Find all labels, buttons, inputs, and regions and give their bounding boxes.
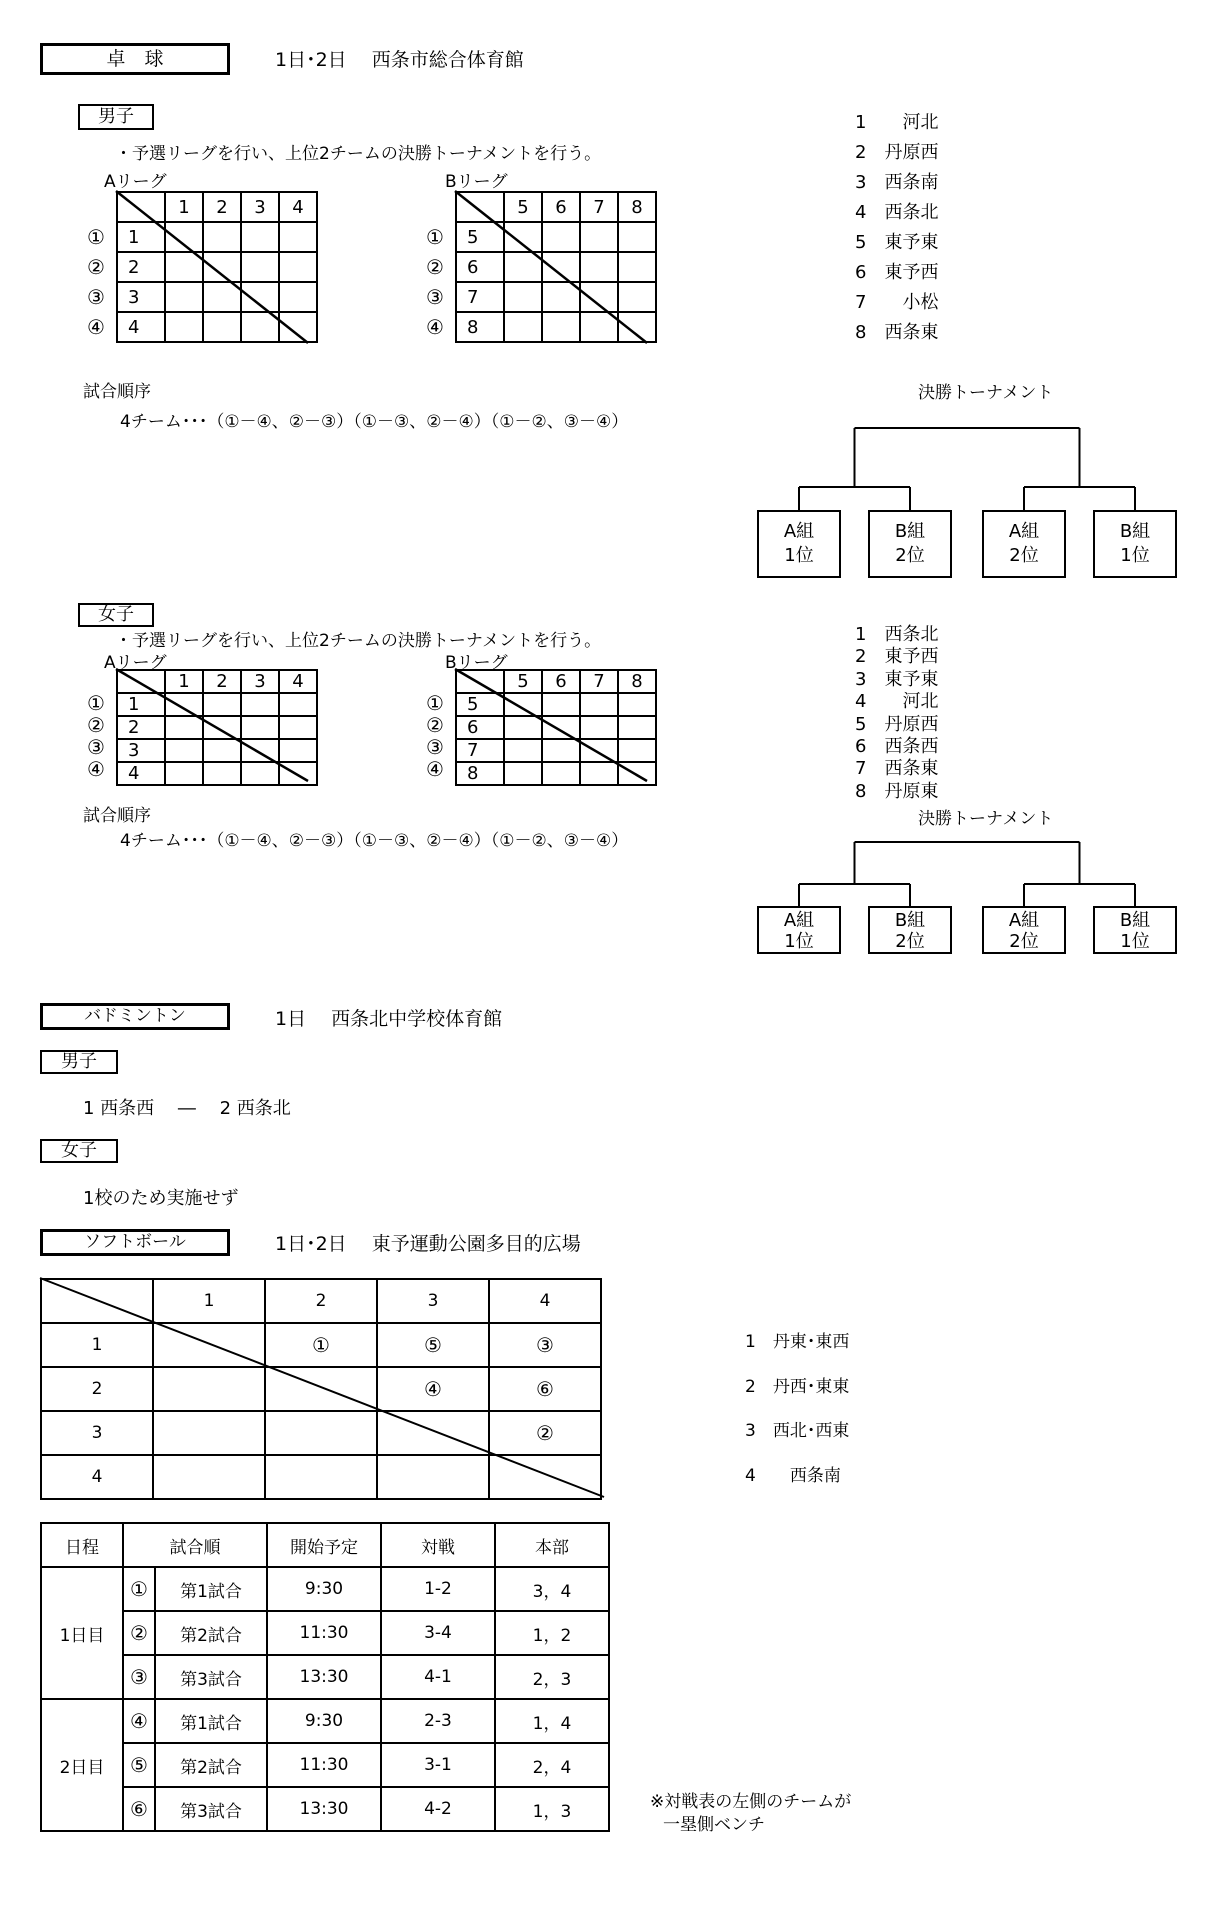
grid-col-header: 1 bbox=[153, 1279, 265, 1323]
bracket-slot-label: A組 bbox=[783, 910, 815, 931]
league-seed-marker: ③ bbox=[426, 285, 444, 309]
badminton-section-label: バドミントン bbox=[40, 1003, 230, 1030]
badminton-girls-tag: 女子 bbox=[40, 1139, 118, 1163]
team-entry: 7 小松 bbox=[855, 292, 939, 313]
league-col-header: 3 bbox=[241, 192, 279, 222]
league-seed-marker: ① bbox=[87, 225, 105, 249]
league-row-header: 3 bbox=[117, 282, 165, 312]
badminton-boys-tag: 男子 bbox=[40, 1050, 118, 1074]
bracket-slot-label: 2位 bbox=[895, 931, 925, 952]
team-entry: 6 東予西 bbox=[855, 262, 939, 283]
bracket-slot-label: B組 bbox=[1119, 521, 1151, 542]
schedule-match: 3-1 bbox=[381, 1743, 495, 1787]
bracket-slot-label: 2位 bbox=[1009, 931, 1039, 952]
league-col-header: 1 bbox=[165, 192, 203, 222]
bracket-slot-label: 2位 bbox=[1009, 545, 1039, 566]
schedule-game: 第1試合 bbox=[155, 1699, 267, 1743]
league-seed-marker: ① bbox=[426, 691, 444, 715]
team-entry: 1 西条北 bbox=[855, 624, 939, 645]
team-entry: 8 丹原東 bbox=[855, 780, 939, 802]
team-entry: 1 丹東･東西 bbox=[745, 1332, 850, 1352]
girls-tag: 女子 bbox=[78, 603, 154, 627]
softball-note-1: ※対戦表の左側のチームが bbox=[650, 1792, 852, 1812]
bracket-slot-label: B組 bbox=[894, 521, 926, 542]
grid-row-header: 3 bbox=[41, 1411, 153, 1455]
grid-col-header: 2 bbox=[265, 1279, 377, 1323]
girls-tournament-title: 決勝トーナメント bbox=[918, 809, 1054, 829]
league-seed-marker: ④ bbox=[87, 315, 105, 339]
league-col-header: 8 bbox=[618, 192, 656, 222]
girls-note: ・予選リーグを行い、上位2チームの決勝トーナメントを行う。 bbox=[115, 631, 602, 651]
league-col-header: 2 bbox=[203, 192, 241, 222]
team-entry: 4 河北 bbox=[855, 691, 939, 713]
league-col-header: 5 bbox=[504, 670, 542, 693]
boys-tag: 男子 bbox=[78, 104, 154, 130]
bracket-slot-label: A組 bbox=[1008, 910, 1040, 931]
league-row-header: 6 bbox=[456, 252, 504, 282]
league-row-header: 4 bbox=[117, 762, 165, 785]
girls-order: 4チーム･･･（①－④、②－③）（①－③、②－④）（①－②、③－④） bbox=[120, 831, 629, 851]
schedule-time: 11:30 bbox=[267, 1611, 381, 1655]
boys-league-a-title: Aリーグ bbox=[104, 172, 167, 192]
league-col-header: 1 bbox=[165, 670, 203, 693]
grid-row-header: 4 bbox=[41, 1455, 153, 1499]
league-row-header: 5 bbox=[456, 693, 504, 716]
schedule-hq: 2，4 bbox=[495, 1743, 609, 1787]
league-col-header: 7 bbox=[580, 670, 618, 693]
bracket-slot-label: A組 bbox=[783, 521, 815, 542]
league-seed-marker: ④ bbox=[426, 757, 444, 781]
league-row-header: 8 bbox=[456, 312, 504, 342]
table-tennis-section-label: 卓 球 bbox=[40, 43, 230, 75]
schedule-header: 試合順 bbox=[123, 1523, 267, 1567]
league-row-header: 8 bbox=[456, 762, 504, 785]
table-tennis-info: 1日･2日 西条市総合体育館 bbox=[275, 49, 524, 71]
schedule-header: 日程 bbox=[41, 1523, 123, 1567]
diagram-line bbox=[40, 1278, 604, 1497]
schedule-hq: 1，3 bbox=[495, 1787, 609, 1831]
grid-row-header: 1 bbox=[41, 1323, 153, 1367]
boys-league-b-title: Bリーグ bbox=[445, 172, 508, 192]
team-entry: 3 西北･西東 bbox=[745, 1421, 850, 1441]
schedule-game: 第3試合 bbox=[155, 1655, 267, 1699]
schedule-time: 9:30 bbox=[267, 1567, 381, 1611]
schedule-game: 第2試合 bbox=[155, 1611, 267, 1655]
league-col-header: 2 bbox=[203, 670, 241, 693]
boys-note: ・予選リーグを行い、上位2チームの決勝トーナメントを行う。 bbox=[115, 144, 602, 164]
schedule-game: 第1試合 bbox=[155, 1567, 267, 1611]
league-row-header: 1 bbox=[117, 222, 165, 252]
boys-order-title: 試合順序 bbox=[83, 382, 151, 402]
grid-cell: ⑥ bbox=[489, 1367, 601, 1411]
diagram-line bbox=[455, 669, 647, 781]
league-row-header: 6 bbox=[456, 716, 504, 739]
badminton-info: 1日 西条北中学校体育館 bbox=[275, 1008, 503, 1030]
league-seed-marker: ③ bbox=[87, 735, 105, 759]
diagram-line bbox=[455, 191, 647, 343]
schedule-order-marker: ⑤ bbox=[123, 1743, 155, 1787]
bracket-slot-label: A組 bbox=[1008, 521, 1040, 542]
league-col-header: 6 bbox=[542, 192, 580, 222]
team-entry: 2 丹原西 bbox=[855, 142, 939, 163]
schedule-header: 開始予定 bbox=[267, 1523, 381, 1567]
badminton-girls-note: 1校のため実施せず bbox=[83, 1188, 239, 1209]
grid-col-header: 3 bbox=[377, 1279, 489, 1323]
schedule-game: 第3試合 bbox=[155, 1787, 267, 1831]
team-entry: 5 東予東 bbox=[855, 232, 939, 253]
softball-info: 1日･2日 東予運動公園多目的広場 bbox=[275, 1233, 581, 1255]
girls-order-title: 試合順序 bbox=[83, 806, 151, 826]
boys-order: 4チーム･･･（①－④、②－③）（①－③、②－④）（①－②、③－④） bbox=[120, 412, 629, 432]
grid-cell: ① bbox=[265, 1323, 377, 1367]
schedule-order-marker: ③ bbox=[123, 1655, 155, 1699]
schedule-order-marker: ② bbox=[123, 1611, 155, 1655]
schedule-match: 4-2 bbox=[381, 1787, 495, 1831]
league-col-header: 4 bbox=[279, 192, 317, 222]
schedule-match: 4-1 bbox=[381, 1655, 495, 1699]
league-row-header: 7 bbox=[456, 739, 504, 762]
grid-col-header: 4 bbox=[489, 1279, 601, 1323]
grid-cell: ④ bbox=[377, 1367, 489, 1411]
schedule-hq: 3，4 bbox=[495, 1567, 609, 1611]
schedule-header: 本部 bbox=[495, 1523, 609, 1567]
schedule-time: 9:30 bbox=[267, 1699, 381, 1743]
team-entry: 2 東予西 bbox=[855, 646, 939, 668]
team-entry: 8 西条東 bbox=[855, 322, 939, 343]
schedule-header: 対戦 bbox=[381, 1523, 495, 1567]
league-row-header: 2 bbox=[117, 252, 165, 282]
team-entry: 2 丹西･東東 bbox=[745, 1376, 850, 1397]
league-seed-marker: ② bbox=[426, 713, 444, 737]
league-seed-marker: ② bbox=[87, 255, 105, 279]
league-col-header: 7 bbox=[580, 192, 618, 222]
league-row-header: 1 bbox=[117, 693, 165, 716]
schedule-match: 1-2 bbox=[381, 1567, 495, 1611]
team-entry: 3 西条南 bbox=[855, 172, 939, 193]
schedule-hq: 1，2 bbox=[495, 1611, 609, 1655]
team-entry: 7 西条東 bbox=[855, 758, 939, 780]
bracket-slot-label: 1位 bbox=[784, 931, 814, 952]
league-row-header: 4 bbox=[117, 312, 165, 342]
softball-note-2: 一塁側ベンチ bbox=[663, 1815, 765, 1835]
league-seed-marker: ③ bbox=[87, 285, 105, 309]
league-seed-marker: ③ bbox=[426, 735, 444, 759]
bracket-slot-label: 1位 bbox=[1120, 545, 1150, 566]
schedule-order-marker: ④ bbox=[123, 1699, 155, 1743]
league-row-header: 3 bbox=[117, 739, 165, 762]
grid-cell: ② bbox=[489, 1411, 601, 1455]
grid-cell: ③ bbox=[489, 1323, 601, 1367]
schedule-hq: 2，3 bbox=[495, 1655, 609, 1699]
league-col-header: 5 bbox=[504, 192, 542, 222]
bracket-slot-label: B組 bbox=[1119, 910, 1151, 931]
schedule-match: 2-3 bbox=[381, 1699, 495, 1743]
schedule-day: 2日目 bbox=[41, 1699, 123, 1831]
schedule-time: 13:30 bbox=[267, 1655, 381, 1699]
league-col-header: 3 bbox=[241, 670, 279, 693]
league-col-header: 8 bbox=[618, 670, 656, 693]
league-seed-marker: ④ bbox=[426, 315, 444, 339]
diagram-line bbox=[116, 191, 308, 343]
league-seed-marker: ② bbox=[87, 713, 105, 737]
bracket-slot-label: 1位 bbox=[1120, 931, 1150, 952]
girls-league-a-title: Aリーグ bbox=[104, 653, 167, 673]
schedule-day: 1日目 bbox=[41, 1567, 123, 1699]
girls-league-b-title: Bリーグ bbox=[445, 653, 508, 673]
schedule-time: 11:30 bbox=[267, 1743, 381, 1787]
team-entry: 6 西条西 bbox=[855, 736, 939, 758]
team-entry: 1 河北 bbox=[855, 112, 939, 133]
boys-tournament-title: 決勝トーナメント bbox=[918, 383, 1054, 403]
team-entry: 4 西条南 bbox=[745, 1465, 841, 1486]
schedule-order-marker: ① bbox=[123, 1567, 155, 1611]
softball-section-label: ソフトボール bbox=[40, 1229, 230, 1256]
grid-cell: ⑤ bbox=[377, 1323, 489, 1367]
schedule-time: 13:30 bbox=[267, 1787, 381, 1831]
bracket-slot-label: 1位 bbox=[784, 545, 814, 566]
team-entry: 4 西条北 bbox=[855, 202, 939, 223]
league-row-header: 5 bbox=[456, 222, 504, 252]
grid-row-header: 2 bbox=[41, 1367, 153, 1411]
badminton-boys-match: 1 西条西 ― 2 西条北 bbox=[83, 1098, 291, 1119]
league-seed-marker: ④ bbox=[87, 757, 105, 781]
bracket-slot-label: B組 bbox=[894, 910, 926, 931]
league-seed-marker: ② bbox=[426, 255, 444, 279]
league-col-header: 6 bbox=[542, 670, 580, 693]
schedule-match: 3-4 bbox=[381, 1611, 495, 1655]
league-row-header: 7 bbox=[456, 282, 504, 312]
team-entry: 5 丹原西 bbox=[855, 713, 939, 735]
league-col-header: 4 bbox=[279, 670, 317, 693]
schedule-order-marker: ⑥ bbox=[123, 1787, 155, 1831]
league-seed-marker: ① bbox=[426, 225, 444, 249]
diagram-line bbox=[116, 669, 308, 781]
schedule-game: 第2試合 bbox=[155, 1743, 267, 1787]
bracket-slot-label: 2位 bbox=[895, 545, 925, 566]
league-seed-marker: ① bbox=[87, 691, 105, 715]
team-entry: 3 東予東 bbox=[855, 668, 939, 690]
league-row-header: 2 bbox=[117, 716, 165, 739]
schedule-hq: 1，4 bbox=[495, 1699, 609, 1743]
